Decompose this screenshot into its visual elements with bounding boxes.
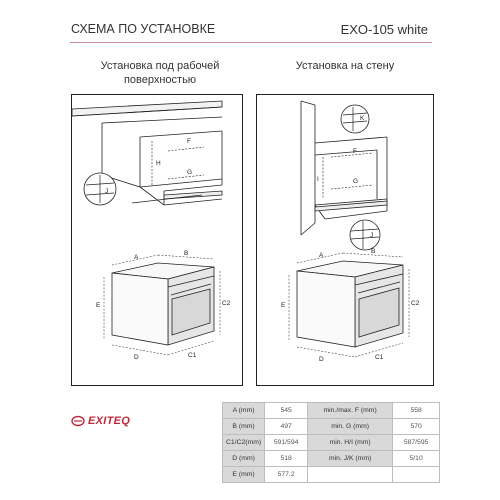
spec-k2 <box>308 467 393 483</box>
spec-v2: 587/595 <box>393 435 440 451</box>
wall-install-title: Установка на стену <box>295 60 395 72</box>
spec-v1: 591/594 <box>265 435 308 451</box>
spec-k2: min. H/I (mm) <box>308 435 393 451</box>
page-title: СХЕМА ПО УСТАНОВКЕ <box>71 22 216 36</box>
label-c2-right: C2 <box>411 300 420 307</box>
brand-swirl-icon <box>71 415 85 427</box>
label-h: H <box>156 160 161 167</box>
spec-k2: min./max. F (mm) <box>308 403 393 419</box>
spec-row <box>223 403 440 419</box>
spec-row <box>223 467 440 483</box>
under-counter-title-line2: поверхностью <box>123 74 197 86</box>
spec-row <box>223 435 440 451</box>
wall-install-panel <box>256 94 434 386</box>
label-b-right: B <box>371 248 376 255</box>
spec-v2: 558 <box>393 403 440 419</box>
label-j-right: J <box>370 232 374 239</box>
label-f-right: F <box>353 148 357 155</box>
label-g-right: G <box>353 178 359 185</box>
spec-v2: 5/10 <box>393 451 440 467</box>
under-counter-diagram <box>72 95 242 385</box>
spec-v1: 577,2 <box>265 467 308 483</box>
label-g: G <box>187 169 193 176</box>
spec-v2: 570 <box>393 419 440 435</box>
label-b-left: B <box>184 250 189 257</box>
label-d-right: D <box>319 356 324 363</box>
label-c1-left: C1 <box>188 352 197 359</box>
brand-logo <box>71 415 130 427</box>
spec-v1: 545 <box>265 403 308 419</box>
under-counter-title <box>70 59 250 87</box>
label-e-left: E <box>96 302 101 309</box>
spec-k1: D (mm) <box>223 451 265 467</box>
spec-k1: E (mm) <box>223 467 265 483</box>
label-c2-left: C2 <box>222 300 231 307</box>
wall-install-diagram <box>257 95 433 385</box>
spec-k1: C1/C2(mm) <box>223 435 265 451</box>
spec-k2: min. G (mm) <box>308 419 393 435</box>
header-divider <box>70 42 432 43</box>
spec-v1: 518 <box>265 451 308 467</box>
spec-k2: min. J/K (mm) <box>308 451 393 467</box>
under-counter-title-line1: Установка под рабочей <box>100 60 220 72</box>
label-f: F <box>187 138 191 145</box>
spec-v2 <box>393 467 440 483</box>
label-i: I <box>317 176 319 183</box>
spec-table <box>222 402 440 483</box>
label-c1-right: C1 <box>375 354 384 361</box>
spec-row <box>223 419 440 435</box>
under-counter-panel <box>71 94 243 386</box>
brand-name: EXITEQ <box>88 415 131 427</box>
label-a-left: A <box>134 254 139 261</box>
label-a-right: A <box>319 252 324 259</box>
spec-k1: A (mm) <box>223 403 265 419</box>
spec-v1: 497 <box>265 419 308 435</box>
label-e-right: E <box>281 302 286 309</box>
spec-k1: B (mm) <box>223 419 265 435</box>
label-d-left: D <box>134 354 139 361</box>
label-j-left: J <box>105 188 109 195</box>
label-k: K <box>360 115 365 122</box>
spec-row <box>223 451 440 467</box>
model-name: EXO-105 white <box>340 22 428 37</box>
